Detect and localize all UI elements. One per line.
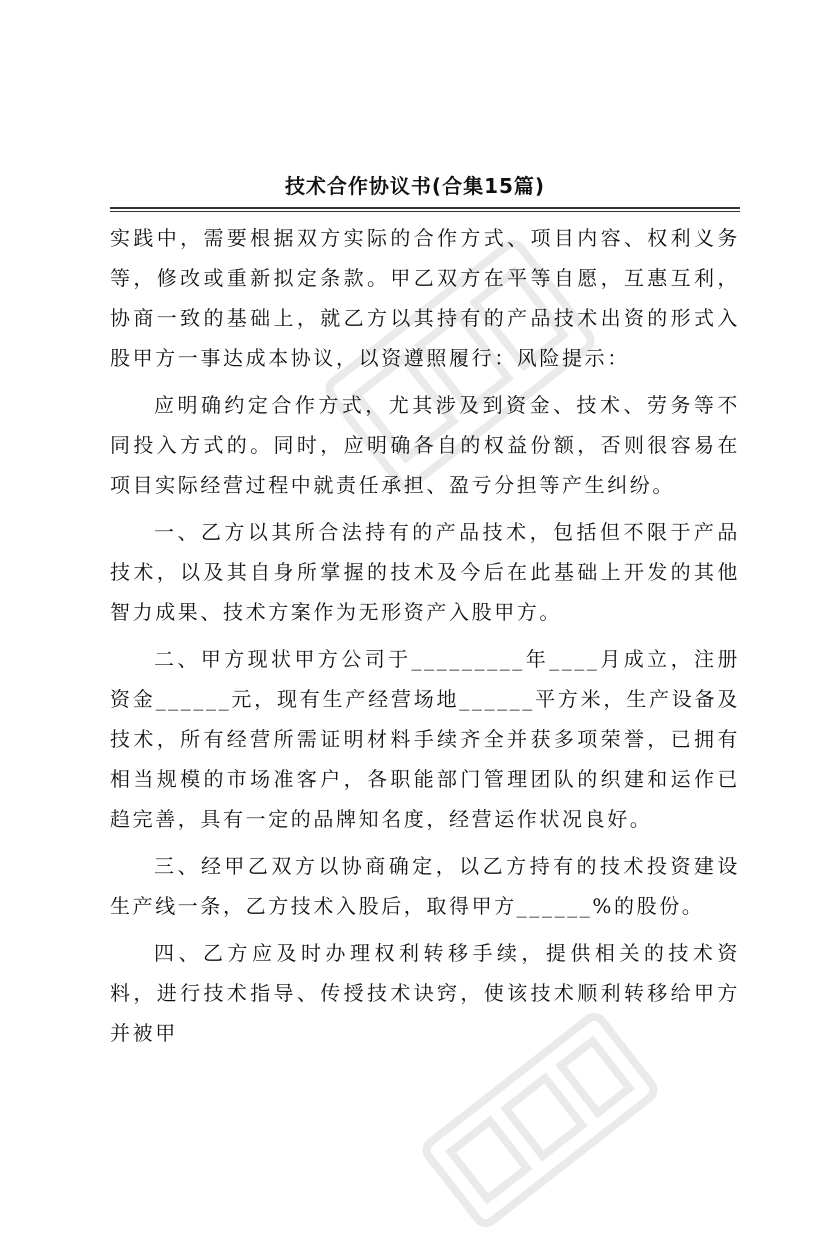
document-body: [110, 218, 740, 1060]
document-title: 技术合作协议书(合集15篇): [284, 174, 546, 198]
paragraph-clause-3: 三、经甲乙双方以协商确定，以乙方持有的技术投资建设生产线一条，乙方技术入股后，取得甲方______%的股份。: [110, 854, 740, 918]
paragraph-intro: 实践中，需要根据双方实际的合作方式、项目内容、权利义务等，修改或重新拟定条款。甲乙双方在平等自愿，互惠互利，协商一致的基础上，就乙方以其持有的产品技术出资的形式入股甲方一事达成本协议，以资遵照履行：风险提示：: [110, 226, 740, 370]
paragraph-clause-1: 一、乙方以其所合法持有的产品技术，包括但不限于产品技术，以及其自身所掌握的技术及今后在此基础上开发的其他智力成果、技术方案作为无形资产入股甲方。: [110, 520, 740, 624]
paragraph-clause-4: 四、乙方应及时办理权利转移手续，提供相关的技术资料，进行技术指导、传授技术诀窍，使该技术顺利转移给甲方并被甲: [110, 941, 740, 1045]
title-divider-thick: [110, 207, 740, 209]
title-divider-thin: [110, 211, 740, 212]
paragraph-clause-2: 二、甲方现状甲方公司于_________年____月成立，注册资金______元，现有生产经营场地______平方米，生产设备及技术，所有经营所需证明材料手续齐全并获多项荣誉，已拥有相当规模的市场准客户，各职能部门管理团队的织建和运作已趋完善，具有一定的品牌知名度，经营运作状况良好。: [110, 647, 740, 831]
paragraph-risk-note: 应明确约定合作方式，尤其涉及到资金、技术、劳务等不同投入方式的。同时，应明确各自的权益份额，否则很容易在项目实际经营过程中就责任承担、盈亏分担等产生纠纷。: [110, 393, 740, 497]
